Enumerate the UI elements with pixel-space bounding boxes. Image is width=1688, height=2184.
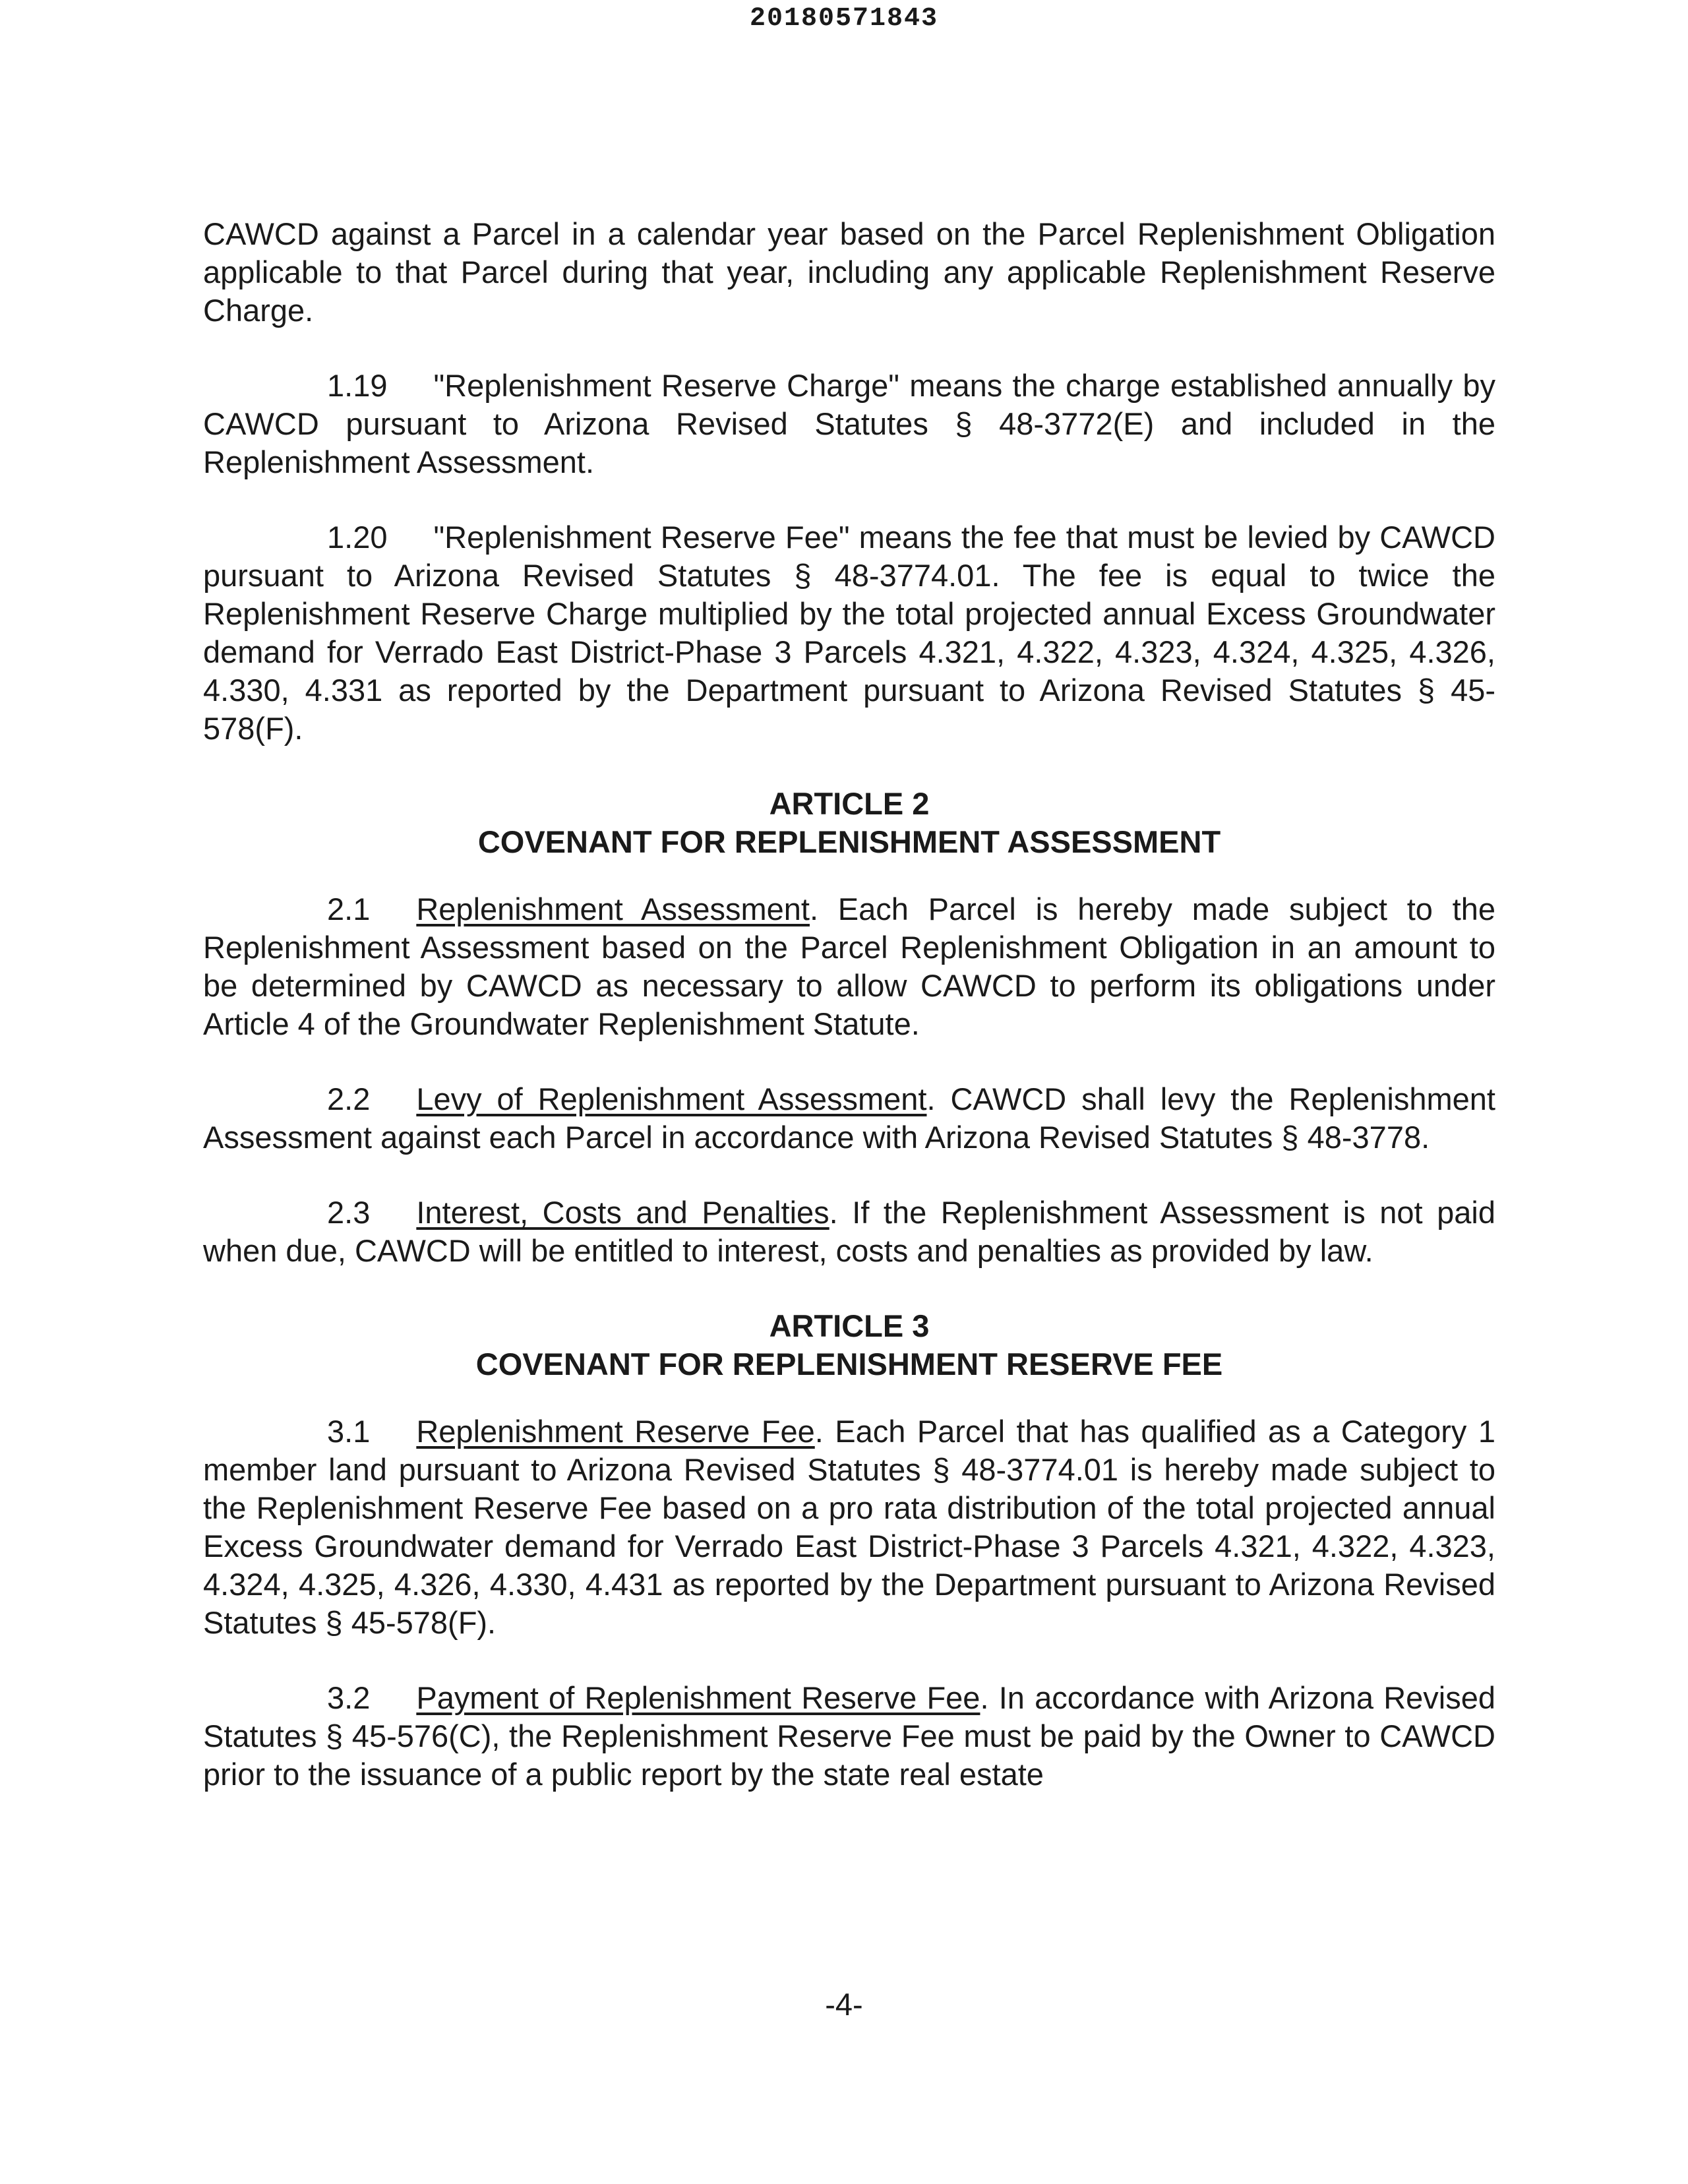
section-text: . Each Parcel that has qualified as a Category 1 member land pursuant to Arizona Revised Statutes § 48-3774.01 is hereby made subject to the Replenishment Reserve Fee based on a pro rata distribution of the total projected annual Excess Groundwater demand for Verrado East District-Phase 3 Parcels 4.321, 4.322, 4.323, 4.324, 4.325, 4.326, 4.330, 4.431 as reported by the Department pursuant to Arizona Revised Statutes § 45-578(F). (203, 1414, 1496, 1640)
section-2-3 (203, 1194, 1495, 1270)
section-number: 3.1 (327, 1414, 371, 1449)
section-2-2 (203, 1080, 1495, 1157)
section-number: 2.2 (327, 1081, 371, 1116)
article-3-heading (203, 1307, 1495, 1383)
section-text: "Replenishment Reserve Charge" means the charge established annually by CAWCD pursuant to Arizona Revised Statutes § 48-3772(E) and included in the Replenishment Assessment. (203, 368, 1495, 479)
paragraph-1-19 (203, 367, 1495, 481)
section-heading: Replenishment Reserve Fee (416, 1414, 815, 1449)
article-label: ARTICLE 3 (769, 1308, 930, 1343)
article-title: COVENANT FOR REPLENISHMENT ASSESSMENT (477, 824, 1221, 859)
section-heading: Levy of Replenishment Assessment (416, 1081, 927, 1116)
section-heading: Payment of Replenishment Reserve Fee (416, 1680, 980, 1715)
section-number: 3.2 (327, 1680, 371, 1715)
page-number: -4- (825, 1987, 863, 2022)
section-text: . In accordance with Arizona Revised Statutes § 45-576(C), the Replenishment Reserve Fee must be paid by the Owner to CAWCD prior to the issuance of a public report by the state real estate (203, 1680, 1495, 1792)
section-number: 2.1 (327, 892, 371, 926)
section-text: . Each Parcel is hereby made subject to the Replenishment Assessment based on the Parcel Replenishment Obligation in an amount to be determined by CAWCD as necessary to allow CAWCD to perform its obligations under Article 4 of the Groundwater Replenishment Statute. (203, 892, 1495, 1041)
section-number: 1.20 (327, 520, 388, 555)
section-number: 2.3 (327, 1195, 371, 1230)
section-heading: Replenishment Assessment (416, 892, 810, 926)
article-label: ARTICLE 2 (769, 786, 930, 821)
section-3-1 (203, 1412, 1495, 1642)
section-number: 1.19 (327, 368, 388, 403)
paragraph-continuation: CAWCD against a Parcel in a calendar year based on the Parcel Replenishment Obligation applicable to that Parcel during that year, including any applicable Replenishment Reserve Charge. (203, 216, 1495, 328)
document-body (203, 215, 1495, 1831)
section-heading: Interest, Costs and Penalties (416, 1195, 829, 1230)
section-text: "Replenishment Reserve Fee" means the fee that must be levied by CAWCD pursuant to Arizona Revised Statutes § 48-3774.01. The fee is equal to twice the Replenishment Reserve Charge multiplied by the total projected annual Excess Groundwater demand for Verrado East District-Phase 3 Parcels 4.321, 4.322, 4.323, 4.324, 4.325, 4.326, 4.330, 4.331 as reported by the Department pursuant to Arizona Revised Statutes § 45-578(F). (203, 520, 1495, 746)
article-2-heading (203, 785, 1495, 861)
section-2-1 (203, 890, 1495, 1043)
section-text: . If the Replenishment Assessment is not paid when due, CAWCD will be entitled to interest, costs and penalties as provided by law. (203, 1195, 1495, 1268)
article-title: COVENANT FOR REPLENISHMENT RESERVE FEE (475, 1347, 1223, 1381)
section-3-2 (203, 1679, 1495, 1794)
document-number: 20180571843 (749, 4, 939, 34)
section-text: . CAWCD shall levy the Replenishment Assessment against each Parcel in accordance with Arizona Revised Statutes § 48-3778. (203, 1081, 1495, 1155)
paragraph-1-20 (203, 518, 1495, 748)
